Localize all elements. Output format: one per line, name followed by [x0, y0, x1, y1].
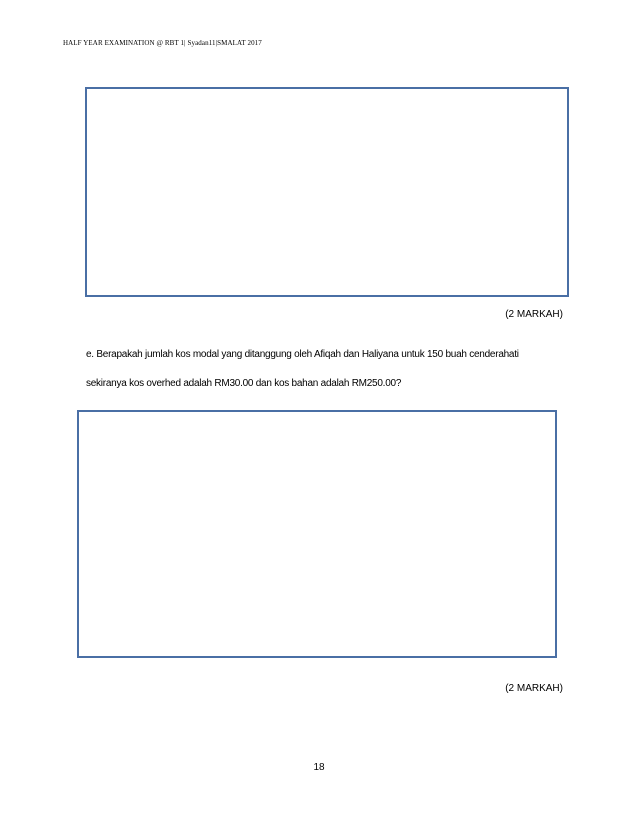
answer-box[interactable] — [77, 410, 557, 658]
question-text: e. Berapakah jumlah kos modal yang ditanggung oleh Afiqah dan Haliyana untuk 150 buah cenderahati — [86, 349, 519, 360]
question-text: sekiranya kos overhed adalah RM30.00 dan kos bahan adalah RM250.00? — [86, 378, 402, 389]
answer-box[interactable] — [85, 87, 569, 297]
page-header: HALF YEAR EXAMINATION @ RBT 1| Syadan11|SMALAT 2017 — [63, 39, 262, 47]
page-number: 18 — [313, 762, 325, 773]
marks-label: (2 MARKAH) — [505, 683, 563, 694]
marks-label: (2 MARKAH) — [505, 309, 563, 320]
